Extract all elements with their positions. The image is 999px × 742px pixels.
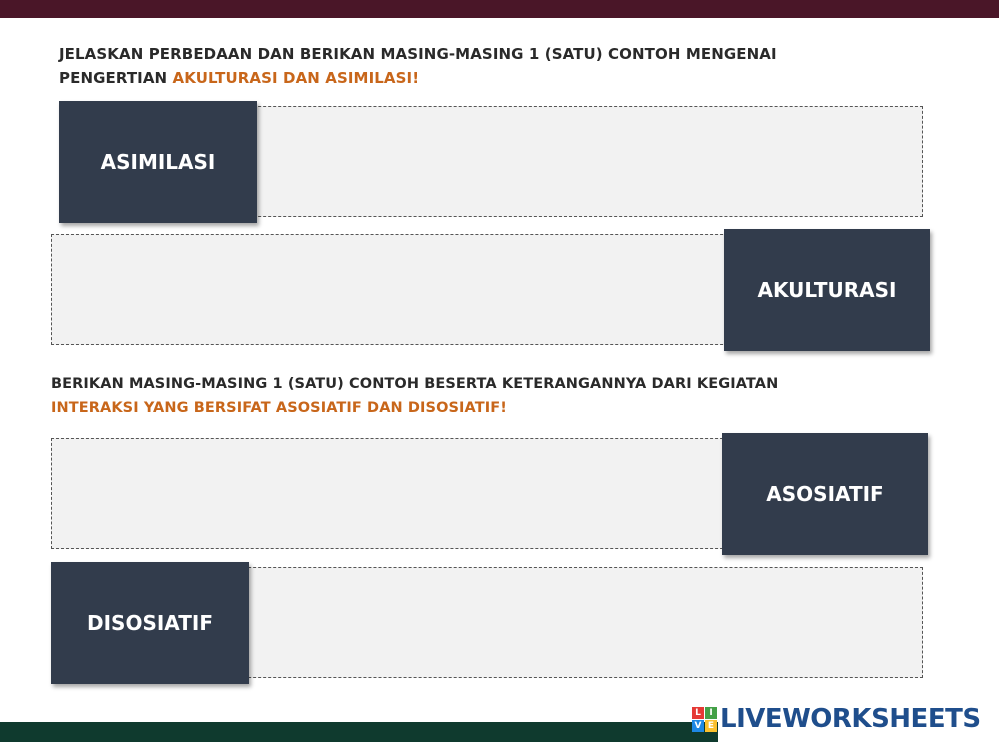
answer-field-disosiatif[interactable] <box>208 567 923 678</box>
instruction-line-1: JELASKAN PERBEDAAN DAN BERIKAN MASING-MASING 1 (SATU) CONTOH MENGENAI <box>59 45 777 63</box>
logo-text: LIVEWORKSHEETS <box>720 704 981 734</box>
label-asimilasi: ASIMILASI <box>59 101 257 223</box>
logo-letter-i: I <box>705 707 717 719</box>
instruction-line-2: PENGERTIAN <box>59 69 173 87</box>
instruction-akulturasi-asimilasi <box>59 42 923 90</box>
top-bar <box>0 0 999 18</box>
answer-field-asosiatif[interactable] <box>51 438 763 549</box>
instruction-highlight: INTERAKSI YANG BERSIFAT ASOSIATIF DAN DISOSIATIF! <box>51 400 507 416</box>
liveworksheets-logo <box>692 702 981 736</box>
instruction-line-1: BERIKAN MASING-MASING 1 (SATU) CONTOH BESERTA KETERANGANNYA DARI KEGIATAN <box>51 376 779 392</box>
label-akulturasi: AKULTURASI <box>724 229 930 351</box>
logo-letter-e: E <box>705 720 717 732</box>
label-disosiatif: DISOSIATIF <box>51 562 249 684</box>
logo-letter-v: V <box>692 720 704 732</box>
answer-field-asimilasi[interactable] <box>213 106 923 217</box>
label-asosiatif: ASOSIATIF <box>722 433 928 555</box>
answer-field-akulturasi[interactable] <box>51 234 763 345</box>
logo-grid-icon <box>692 707 717 732</box>
instruction-highlight: AKULTURASI DAN ASIMILASI! <box>172 69 420 87</box>
bottom-bar <box>0 722 718 742</box>
instruction-asosiatif-disosiatif <box>51 372 915 420</box>
logo-letter-l: L <box>692 707 704 719</box>
